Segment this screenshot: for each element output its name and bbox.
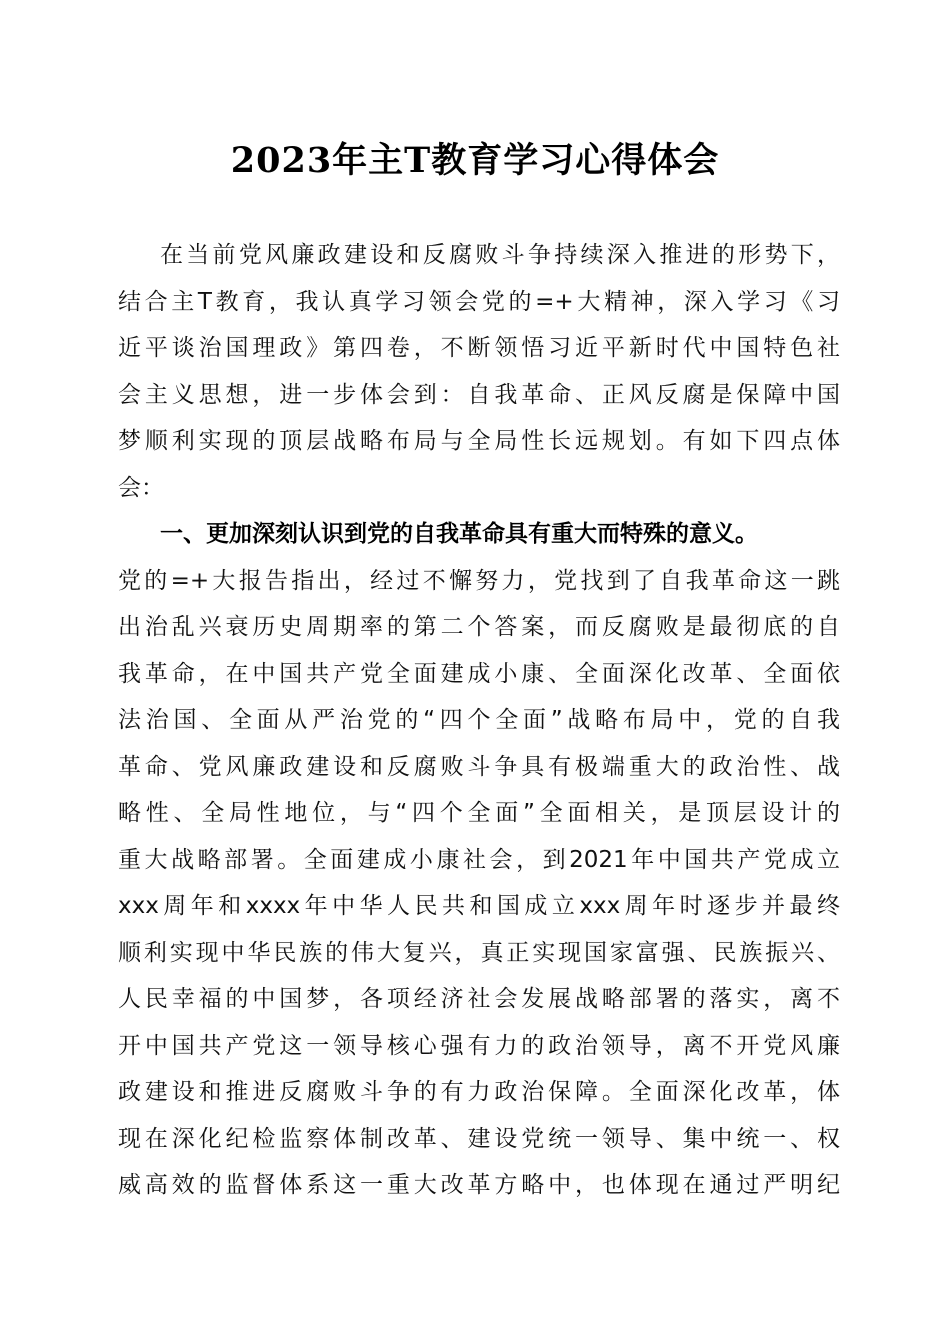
paragraph-line: 重大战略部署。全面建成小康社会，到2021年中国共产党成立 bbox=[118, 846, 840, 873]
paragraph-line: 政建设和推进反腐败斗争的有力政治保障。全面深化改革，体 bbox=[118, 1079, 840, 1105]
paragraph-line: 法治国、全面从严治党的“四个全面”战略布局中，党的自我 bbox=[118, 707, 840, 733]
paragraph-line: 会主义思想，进一步体会到：自我革命、正风反腐是保障中国 bbox=[118, 381, 840, 408]
paragraph-line: 威高效的监督体系这一重大改革方略中，也体现在通过严明纪 bbox=[118, 1172, 840, 1198]
paragraph-line: 顺利实现中华民族的伟大复兴，真正实现国家富强、民族振兴、 bbox=[118, 939, 840, 966]
paragraph-line: 结合主T教育，我认真学习领会党的=+大精神，深入学习《习 bbox=[118, 288, 840, 315]
paragraph-line: 会： bbox=[118, 474, 164, 501]
paragraph-line: 略性、全局性地位，与“四个全面”全面相关，是顶层设计的 bbox=[118, 800, 840, 826]
paragraph-line: 开中国共产党这一领导核心强有力的政治领导，离不开党风廉 bbox=[118, 1032, 840, 1059]
paragraph-line: 出治乱兴衰历史周期率的第二个答案，而反腐败是最彻底的自 bbox=[118, 614, 840, 640]
paragraph-line: 我革命，在中国共产党全面建成小康、全面深化改革、全面依 bbox=[118, 660, 840, 687]
paragraph-line: xxx周年和xxxx年中华人民共和国成立xxx周年时逐步并最终 bbox=[118, 893, 840, 919]
paragraph-line: 革命、党风廉政建设和反腐败斗争具有极端重大的政治性、战 bbox=[118, 753, 840, 780]
paragraph-line: 现在深化纪检监察体制改革、建设党统一领导、集中统一、权 bbox=[118, 1125, 840, 1152]
paragraph-line: 在当前党风廉政建设和反腐败斗争持续深入推进的形势下， bbox=[160, 242, 840, 268]
section-heading: 一、更加深刻认识到党的自我革命具有重大而特殊的意义。 bbox=[160, 521, 758, 547]
paragraph-line: 梦顺利实现的顶层战略布局与全局性长远规划。有如下四点体 bbox=[118, 428, 840, 454]
document-title: 2023年主T教育学习心得体会 bbox=[230, 140, 720, 181]
paragraph-line: 党的=+大报告指出，经过不懈努力，党找到了自我革命这一跳 bbox=[118, 567, 840, 594]
paragraph-line: 近平谈治国理政》第四卷，不断领悟习近平新时代中国特色社 bbox=[118, 335, 840, 361]
paragraph-line: 人民幸福的中国梦，各项经济社会发展战略部署的落实，离不 bbox=[118, 986, 840, 1012]
document-body bbox=[118, 232, 840, 1209]
